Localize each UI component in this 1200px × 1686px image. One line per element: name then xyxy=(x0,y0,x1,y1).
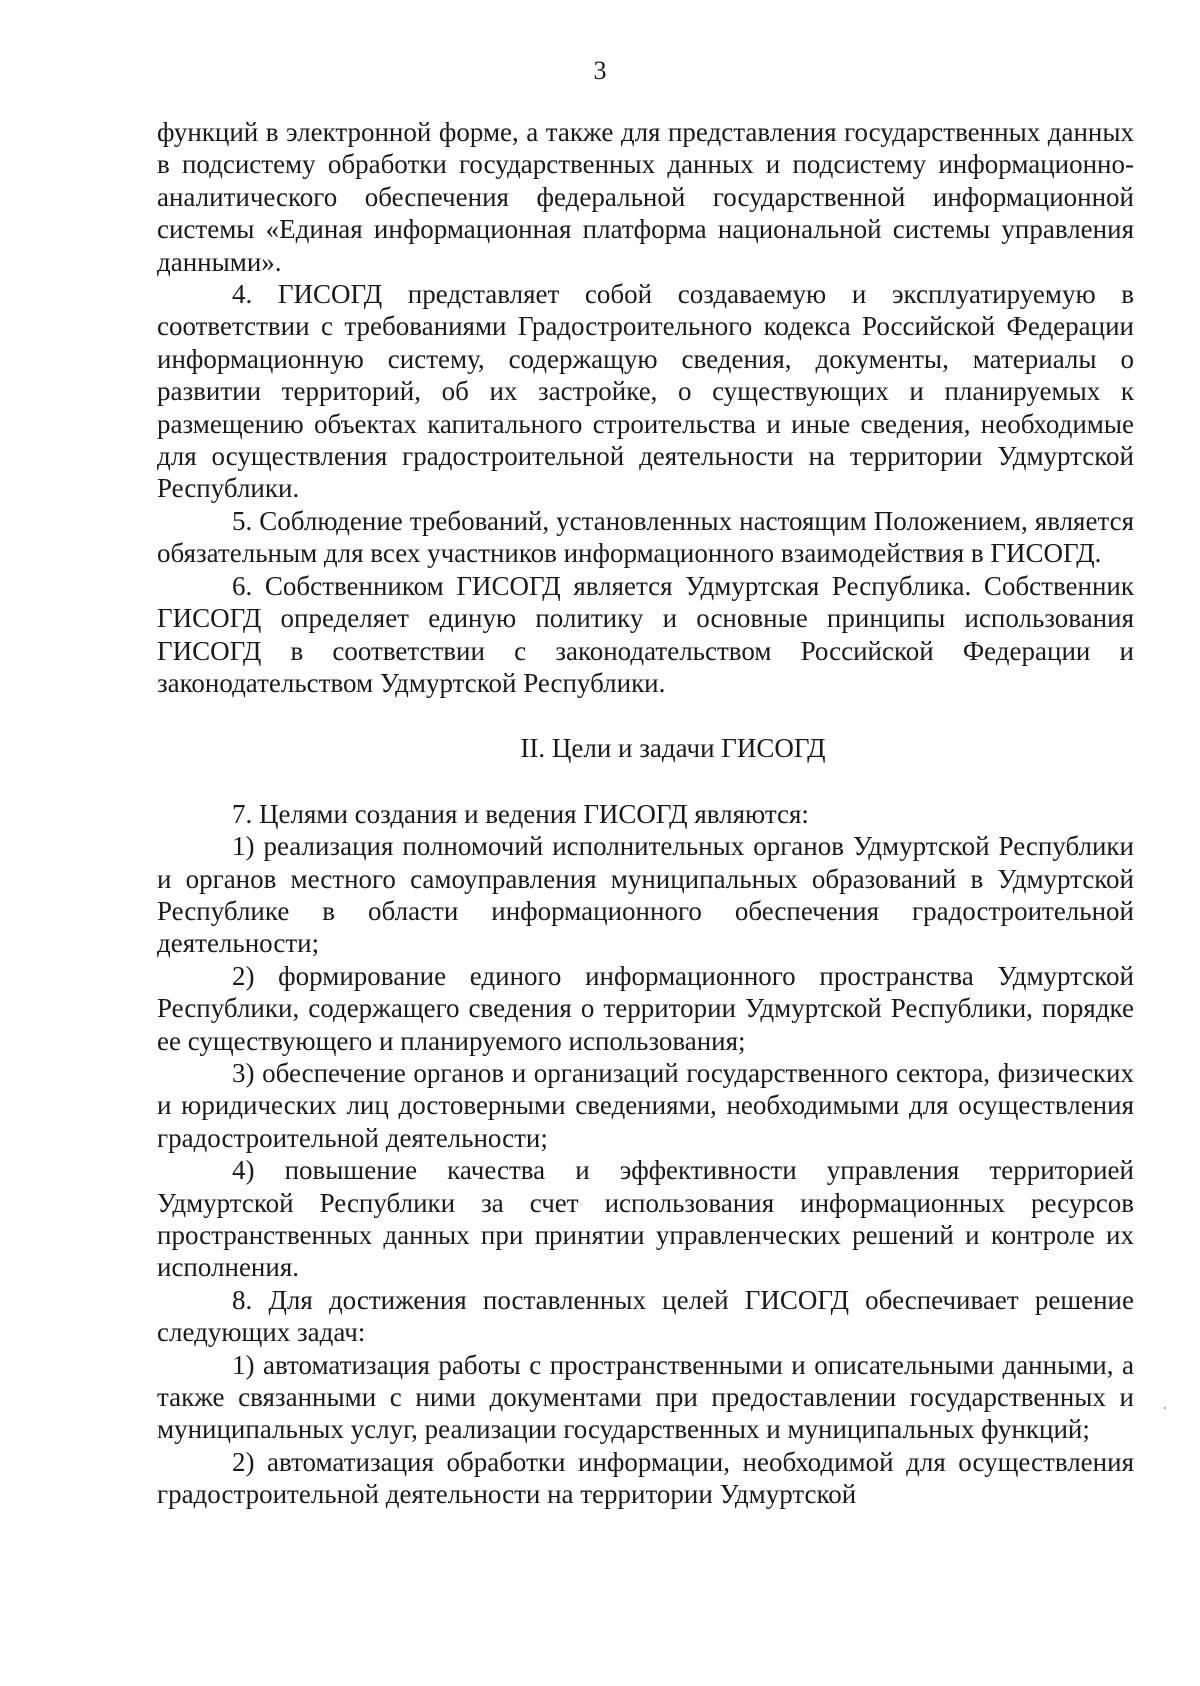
paragraph-continuation: функций в электронной форме, а также для представления государственных данных в подсистему обработки государственных данных и подсистему информационно-аналитического обеспечения федеральной государственной информационной системы «Единая информационная платформа национальной системы управления данными». xyxy=(157,117,1134,277)
goal-item-3: 3) обеспечение органов и организаций государственного сектора, физических и юридических лиц достоверными сведениями, необходимыми для осуществления градостроительной деятельности; xyxy=(157,1057,1134,1153)
paragraph-item-6: 6. Собственником ГИСОГД является Удмуртская Республика. Собственник ГИСОГД определяет единую политику и основные принципы использования ГИСОГД в соответствии с законодательством Российской Федерации и законодательством Удмуртской Республики. xyxy=(157,570,1134,698)
task-item-1: 1) автоматизация работы с пространственными и описательными данными, а также связанными с ними документами при предоставлении государственных и муниципальных услуг, реализации государственных и муниципальных функций; xyxy=(157,1349,1134,1445)
task-item-2: 2) автоматизация обработки информации, необходимой для осуществления градостроительной деятельности на территории Удмуртской xyxy=(157,1446,1134,1510)
goal-item-2: 2) формирование единого информационного пространства Удмуртской Республики, содержащего сведения о территории Удмуртской Республики, порядке ее существующего и планируемого использования; xyxy=(157,960,1134,1056)
goal-item-1: 1) реализация полномочий исполнительных органов Удмуртской Республики и органов местного самоуправления муниципальных образований в Удмуртской Республике в области информационного обеспечения градостроительной деятельности; xyxy=(157,831,1134,959)
scan-speck xyxy=(1164,1407,1166,1409)
paragraph-item-4: 4. ГИСОГД представляет собой создаваемую и эксплуатируемую в соответствии с требованиями Градостроительного кодекса Российской Федерации информационную систему, содержащую сведения, документы, материалы о развитии территорий, об их застройке, о существующих и планируемых к размещению объектах капитального строительства и иные сведения, необходимые для осуществления градостроительной деятельности на территории Удмуртской Республики. xyxy=(157,279,1134,504)
paragraph-item-7: 7. Целями создания и ведения ГИСОГД являются: xyxy=(232,798,809,829)
paragraph-item-8: 8. Для достижения поставленных целей ГИСОГД обеспечивает решение следующих задач: xyxy=(157,1284,1134,1348)
page-number: 3 xyxy=(593,56,607,85)
document-body xyxy=(157,116,1134,1511)
paragraph-item-5: 5. Соблюдение требований, установленных настоящим Положением, является обязательным для всех участников информационного взаимодействия в ГИСОГД. xyxy=(157,505,1134,569)
goal-item-4: 4) повышение качества и эффективности управления территорией Удмуртской Республики за счет использования информационных ресурсов пространственных данных при принятии управленческих решений и контроле их исполнения. xyxy=(157,1155,1134,1283)
section-heading: II. Цели и задачи ГИСОГД xyxy=(520,733,826,764)
